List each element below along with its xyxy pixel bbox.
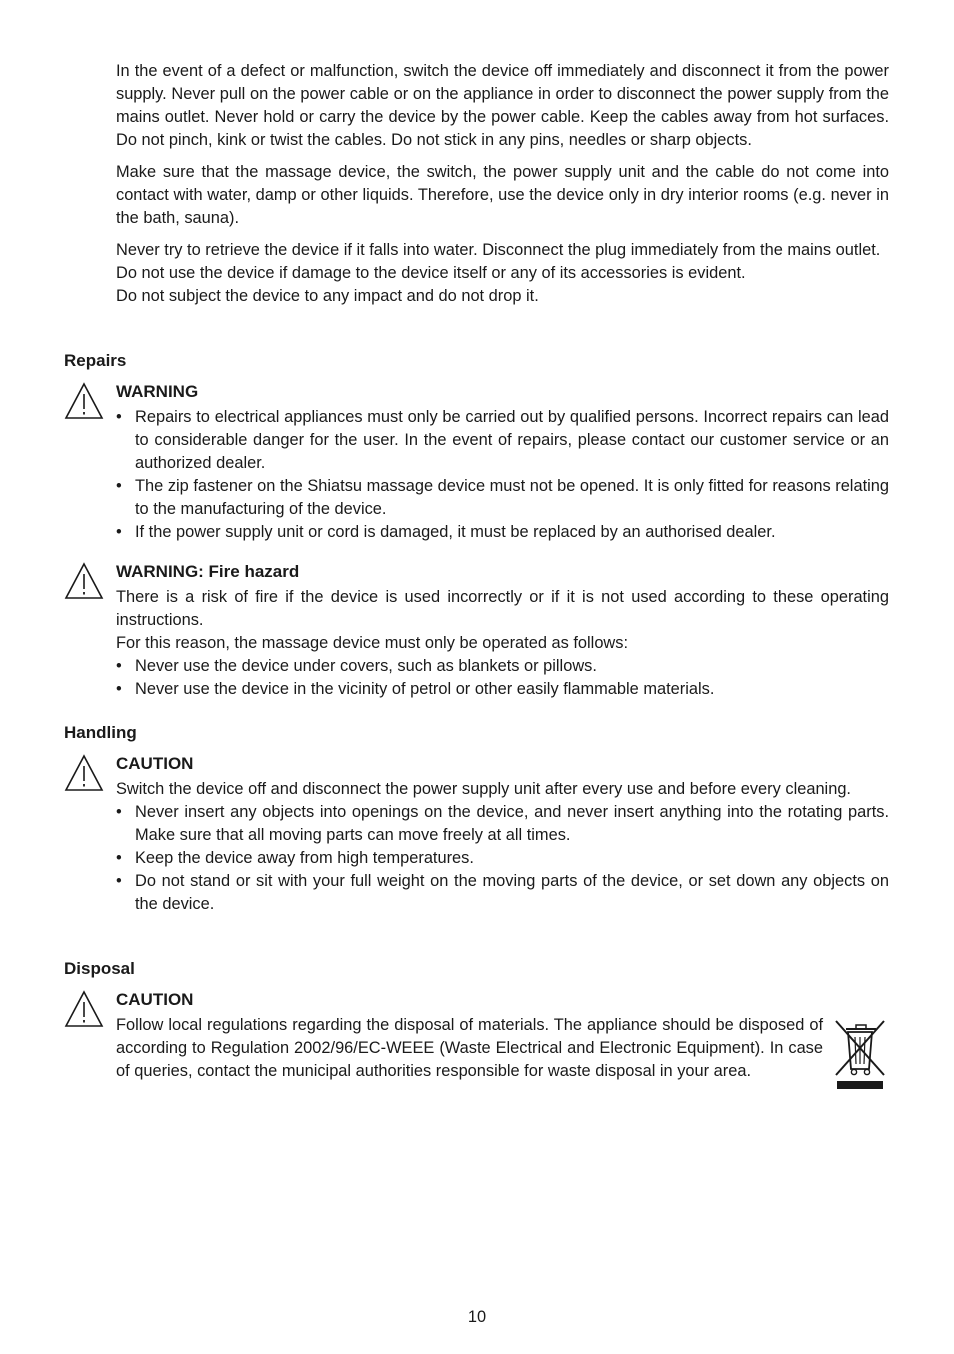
fire-hazard-paragraph-1: There is a risk of fire if the device is used incorrectly or if it is not used according to these operating instructions. xyxy=(116,588,889,629)
handling-caution-heading: CAUTION xyxy=(116,754,194,773)
section-title-repairs: Repairs xyxy=(64,351,127,370)
list-item: • Repairs to electrical appliances must only be carried out by qualified persons. Incorrect repairs can lead to considerable danger for the user. In the event of repairs, please contact our customer service or an authorized dealer. xyxy=(116,408,889,472)
handling-caution-list xyxy=(116,801,889,916)
list-item: • Never use the device under covers, such as blankets or pillows. xyxy=(116,655,889,678)
disposal-caution-block xyxy=(116,988,889,1083)
warning-triangle-icon xyxy=(64,562,104,600)
bullet: • xyxy=(116,680,122,698)
intro-paragraph-5: Do not subject the device to any impact and do not drop it. xyxy=(116,287,539,305)
page-number: 10 xyxy=(467,1308,487,1326)
bullet: • xyxy=(116,523,122,541)
list-item: • Never use the device in the vicinity of petrol or other easily flammable materials. xyxy=(116,678,889,701)
repairs-warning-list xyxy=(116,406,889,544)
list-item: • Keep the device away from high temperatures. xyxy=(116,847,889,870)
fire-hazard-paragraph-2: For this reason, the massage device must only be operated as follows: xyxy=(116,634,629,652)
disposal-caution-heading: CAUTION xyxy=(116,990,194,1009)
handling-caution-block xyxy=(116,752,889,916)
disposal-caution-paragraph: Follow local regulations regarding the disposal of materials. The appliance should be disposed of according to Regulation 2002/96/EC-WEEE (Waste Electrical and Electronic Equipment). In case of queries, contact the municipal authorities responsible for waste disposal in your area. xyxy=(116,1016,823,1080)
bullet: • xyxy=(116,803,122,821)
repairs-warning-block xyxy=(116,380,889,544)
section-title-handling: Handling xyxy=(64,723,137,742)
intro-paragraph-4: Do not use the device if damage to the device itself or any of its accessories is evident. xyxy=(116,264,746,282)
bullet: • xyxy=(116,408,122,426)
warning-triangle-icon xyxy=(64,382,104,420)
bullet: • xyxy=(116,657,122,675)
warning-triangle-icon xyxy=(64,754,104,792)
crossed-out-bin-icon xyxy=(832,1017,888,1091)
fire-hazard-warning-block xyxy=(116,560,889,701)
intro-paragraph-3: Never try to retrieve the device if it falls into water. Disconnect the plug immediately from the mains outlet. xyxy=(116,241,881,259)
intro-paragraph-1: In the event of a defect or malfunction, switch the device off immediately and disconnect it from the power supply. Never pull on the power cable or on the appliance in order to disconnect the power supply from the mains outlet. Never hold or carry the device by the power cable. Keep the cables away from hot surfaces. Do not pinch, kink or twist the cables. Do not stick in any pins, needles or sharp objects. xyxy=(116,62,889,149)
handling-caution-paragraph: Switch the device off and disconnect the power supply unit after every use and before every cleaning. xyxy=(116,780,851,798)
list-item: • Never insert any objects into openings on the device, and never insert anything into the rotating parts. Make sure that all moving parts can move freely at all times. xyxy=(116,803,889,844)
list-item: • Do not stand or sit with your full weight on the moving parts of the device, or set down any objects on the device. xyxy=(116,872,889,913)
bullet: • xyxy=(116,849,122,867)
list-item: • The zip fastener on the Shiatsu massage device must not be opened. It is only fitted for reasons relating to the manufacturing of the device. xyxy=(116,477,889,518)
bullet: • xyxy=(116,477,122,495)
fire-hazard-list xyxy=(116,655,889,701)
fire-hazard-heading: WARNING: Fire hazard xyxy=(116,562,300,581)
list-item: • If the power supply unit or cord is damaged, it must be replaced by an authorised dealer. xyxy=(116,521,889,544)
repairs-warning-heading: WARNING xyxy=(116,382,199,401)
section-title-disposal: Disposal xyxy=(64,959,135,978)
bullet: • xyxy=(116,872,122,890)
intro-safety-text xyxy=(116,60,889,308)
intro-paragraph-2: Make sure that the massage device, the switch, the power supply unit and the cable do not come into contact with water, damp or other liquids. Therefore, use the device only in dry interior rooms (e.g. never in the bath, sauna). xyxy=(116,163,889,227)
warning-triangle-icon xyxy=(64,990,104,1028)
